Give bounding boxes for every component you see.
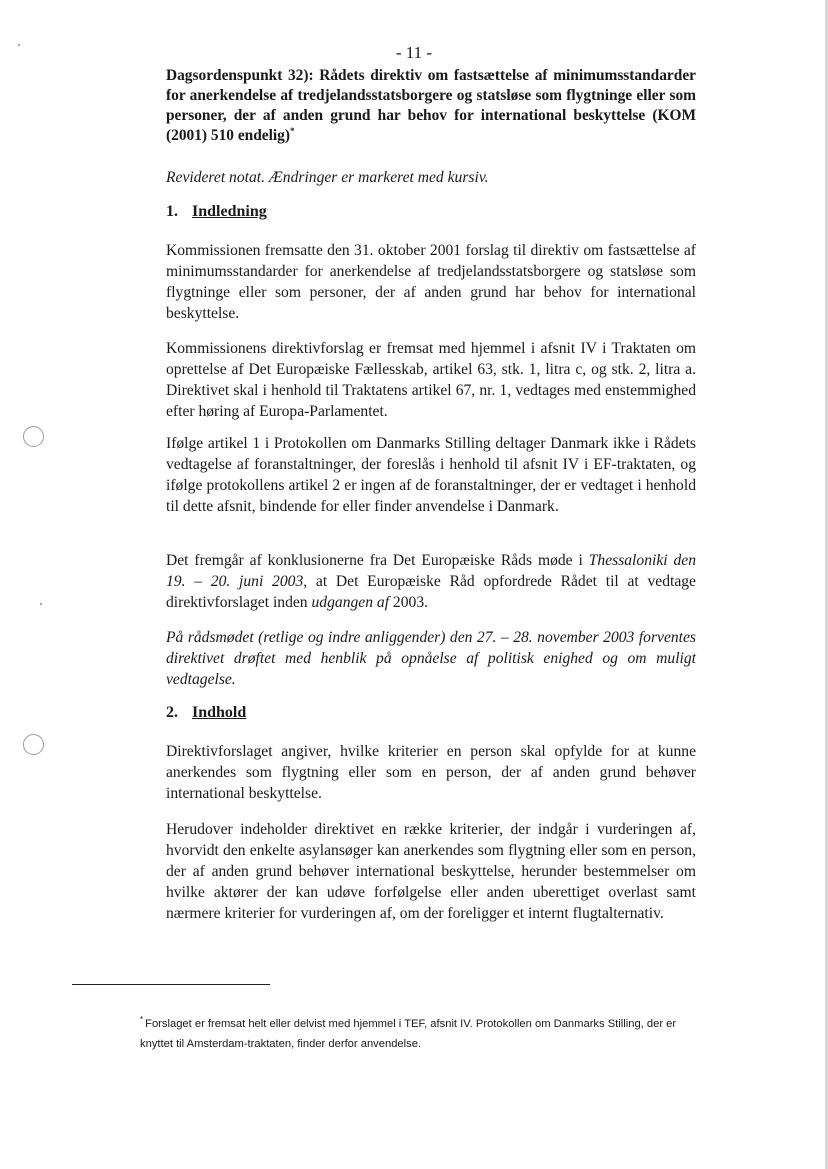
agenda-title <box>166 66 696 146</box>
title-footnote-mark: * <box>289 125 295 136</box>
section-number: 2. <box>166 704 178 721</box>
footnote-text: Forslaget er fremsat helt eller delvist med hjemmel i TEF, afsnit IV. Protokollen om Danmarks Stilling, der er knyttet til Amsterdam-traktaten, finder derfor anvendelse. <box>140 1018 677 1050</box>
paragraph: Kommissionen fremsatte den 31. oktober 2001 forslag til direktiv om fastsættelse af minimumsstandarder for anerkendelse af tredjelandsstatsborgere og statsløse som flygtninge eller som personer, der af anden grund har behov for international beskyttelse. <box>166 242 696 322</box>
paragraph: Ifølge artikel 1 i Protokollen om Danmarks Stilling deltager Danmark ikke i Rådets vedtagelse af foranstaltninger, der foreslås i henhold til afsnit IV i EF-traktaten, og ifølge protokollens artikel 2 er ingen af de foranstaltninger, der er vedtaget i henhold til dette afsnit, bindende for eller finder anvendelse i Danmark. <box>166 435 696 515</box>
section-label: Indhold <box>192 704 247 721</box>
footnote-mark: * <box>140 1015 144 1025</box>
paragraph-text: 2003. <box>389 594 429 611</box>
section-heading-indhold <box>166 704 246 722</box>
paragraph-text: , at Det Europæiske Råd opfordrede Rådet til at vedtage direktivforslaget inden <box>166 573 696 611</box>
punch-hole-upper <box>23 426 44 447</box>
section-number: 1. <box>166 203 178 220</box>
section-label: Indledning <box>192 203 267 220</box>
paragraph: Direktivforslaget angiver, hvilke kriterier en person skal opfylde for at kunne anerkendes som flygtning eller som en person, der af anden grund behøver international beskyttelse. <box>166 743 696 802</box>
paragraph-italic: På rådsmødet (retlige og indre anliggender) den 27. – 28. november 2003 forventes direktivet drøftet med henblik på opnåelse af politisk enighed og om muligt vedtagelse. <box>166 629 696 688</box>
punch-hole-lower <box>23 734 44 755</box>
scan-speck <box>40 603 42 605</box>
section-heading-indledning <box>166 203 267 221</box>
paragraph: Herudover indeholder direktivet en række kriterier, der indgår i vurderingen af, hvorvidt den enkelte asylansøger kan anerkendes som flygtning eller som en person, der af anden grund behøver international beskyttelse, herunder bestemmelser om hvilke aktører der kan udøve forfølgelse eller anden uberettiget overlast samt nærmere kriterier for vurderingen af, om der foreligger et internt flugtalternativ. <box>166 821 696 922</box>
paragraph: Kommissionens direktivforslag er fremsat med hjemmel i afsnit IV i Traktaten om oprettelse af Det Europæiske Fællesskab, artikel 63, stk. 1, litra c, og stk. 2, litra a. Direktivet skal i henhold til Traktatens artikel 67, nr. 1, vedtages med enstemmighed efter høring af Europa-Parlamentet. <box>166 340 696 420</box>
footnote <box>140 1014 700 1054</box>
page-number: - 11 - <box>395 43 433 62</box>
agenda-title-text: Dagsordenspunkt 32): Rådets direktiv om fastsættelse af minimumsstandarder for anerkendelse af tredjelandsstatsborgere og statsløse som flygtninge eller som personer, der af anden grund har behov for international beskyttelse (KOM (2001) 510 endelig) <box>166 67 696 144</box>
revision-note: Revideret notat. Ændringer er markeret med kursiv. <box>166 169 489 186</box>
paragraph-italic-text: udgangen af <box>311 594 390 611</box>
paragraph-text: Det fremgår af konklusionerne fra Det Europæiske Råds møde i <box>166 552 589 569</box>
paragraph <box>166 550 696 613</box>
paragraph-italic-text: Thessaloniki den 19. – 20. juni 2003 <box>166 552 696 590</box>
footnote-divider <box>72 984 270 985</box>
